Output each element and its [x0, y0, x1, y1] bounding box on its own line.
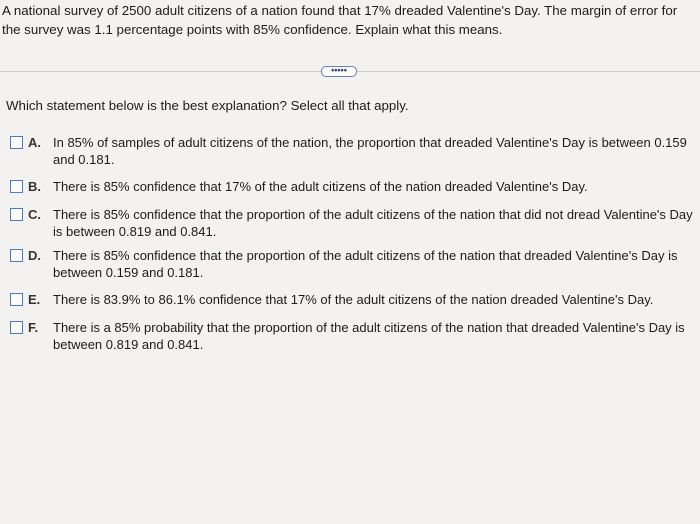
section-divider — [0, 66, 700, 76]
option-text: There is 85% confidence that the proportion of the adult citizens of the nation that did not dread Valentine's Day is between 0.819 and 0.841. — [53, 207, 693, 239]
option-letter: A. — [28, 135, 41, 150]
checkbox-a[interactable] — [10, 136, 23, 149]
checkbox-c[interactable] — [10, 208, 23, 221]
question-text: A national survey of 2500 adult citizens of a nation found that 17% dreaded Valentine's Day. The margin of error for the survey was 1.1 percentage points with 85% confidence. Explain what this means. — [2, 3, 678, 37]
option-text: There is 85% confidence that the proportion of the adult citizens of the nation that dreaded Valentine's Day is between 0.159 and 0.181. — [53, 248, 678, 280]
option-text: There is 85% confidence that 17% of the adult citizens of the nation dreaded Valentine's Day. — [53, 179, 588, 194]
checkbox-e[interactable] — [10, 293, 23, 306]
instruction-prompt: Which statement below is the best explanation? Select all that apply. — [6, 98, 409, 113]
option-letter: E. — [28, 292, 41, 307]
checkbox-d[interactable] — [10, 249, 23, 262]
option-letter: F. — [28, 320, 39, 335]
more-button[interactable]: ••••• — [321, 66, 357, 77]
option-text: There is a 85% probability that the proportion of the adult citizens of the nation that dreaded Valentine's Day is between 0.819 and 0.841. — [53, 320, 685, 352]
option-letter: D. — [28, 248, 41, 263]
checkbox-f[interactable] — [10, 321, 23, 334]
option-text: There is 83.9% to 86.1% confidence that 17% of the adult citizens of the nation dreaded Valentine's Day. — [53, 292, 654, 307]
option-letter: B. — [28, 179, 41, 194]
checkbox-b[interactable] — [10, 180, 23, 193]
option-letter: C. — [28, 207, 41, 222]
option-text: In 85% of samples of adult citizens of the nation, the proportion that dreaded Valentine's Day is between 0.159 and 0.181. — [53, 135, 687, 167]
